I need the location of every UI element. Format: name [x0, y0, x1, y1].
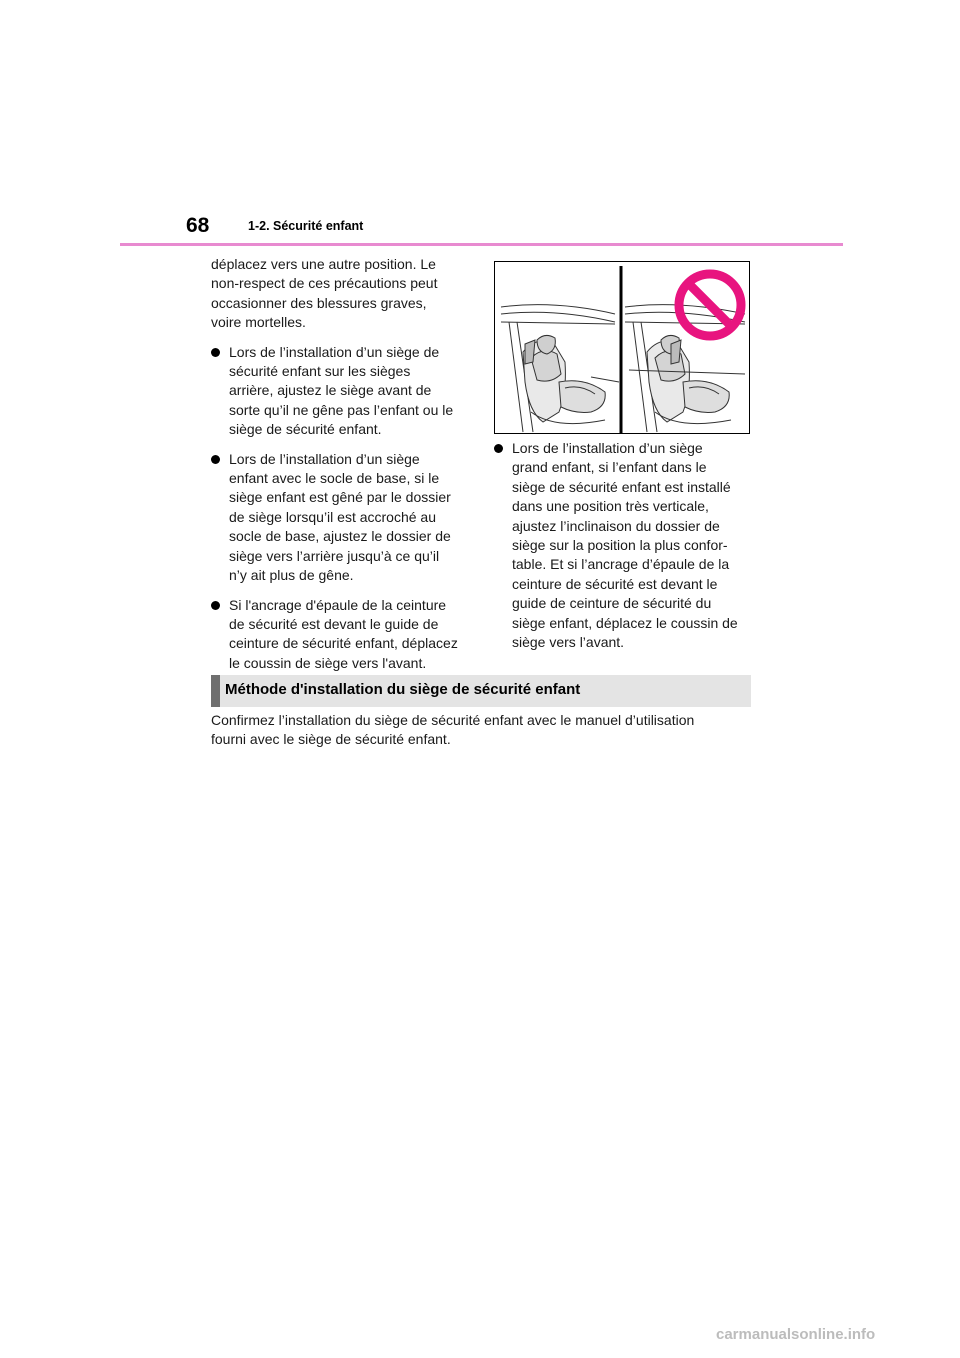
bullet-item: Lors de l’installation d’un siège de sécurité enfant sur les sièges arrière, ajustez le siège avant de sorte qu’il ne gêne pas l’enfant ou le siège de sécurité enfant. [211, 343, 479, 440]
bullet-item: Lors de l’installation d’un siège enfant avec le socle de base, si le siège enfant est gêné par le dossier de siège lorsqu’il est accroché au socle de base, ajustez le dossier de siège vers l’arrière jusqu’à ce qu’il n’y ait plus de gêne. [211, 450, 479, 586]
correct-install-panel [501, 305, 619, 432]
bullet-dot-icon [211, 601, 220, 610]
section-header: 1-2. Sécurité enfant [248, 219, 364, 233]
prohibited-icon [679, 274, 741, 336]
child-seat-illustration [494, 261, 750, 434]
intro-paragraph: déplacez vers une autre position. Le non-respect de ces précautions peut occasionner des blessures graves, voire mortelles. [211, 256, 438, 331]
bullet-dot-icon [494, 444, 503, 453]
callout-title: Méthode d'installation du siège de sécurité enfant [225, 681, 581, 698]
left-column [211, 255, 479, 673]
callout-bar [211, 675, 220, 707]
bullet-item: Si l'ancrage d'épaule de la ceinture de sécurité est devant le guide de ceinture de sécurité enfant, déplacez le coussin de siège vers l'avant. [211, 596, 479, 674]
watermark: carmanualsonline.info [716, 1326, 876, 1343]
right-column [494, 439, 756, 652]
bullet-item: Lors de l’installation d’un siège grand enfant, si l’enfant dans le siège de sécurité enfant est installé dans une position très verticale, ajustez l’inclinaison du dossier de siège sur la position la plus confor- table. Et si l’ancrage d’épaule de la ceinture de sécurité est devant le guide de ceinture de sécurité du siège enfant, déplacez le coussin de siège vers l’avant. [494, 439, 756, 652]
section-callout [211, 675, 751, 707]
header-rule [120, 243, 843, 246]
closing-paragraph: Confirmez l’installation du siège de sécurité enfant avec le manuel d’utilisation fourni avec le siège de sécurité enfant. [211, 712, 695, 748]
bullet-dot-icon [211, 455, 220, 464]
bullet-dot-icon [211, 348, 220, 357]
page-number: 68 [186, 214, 210, 237]
child-seat-drawing [495, 262, 749, 433]
